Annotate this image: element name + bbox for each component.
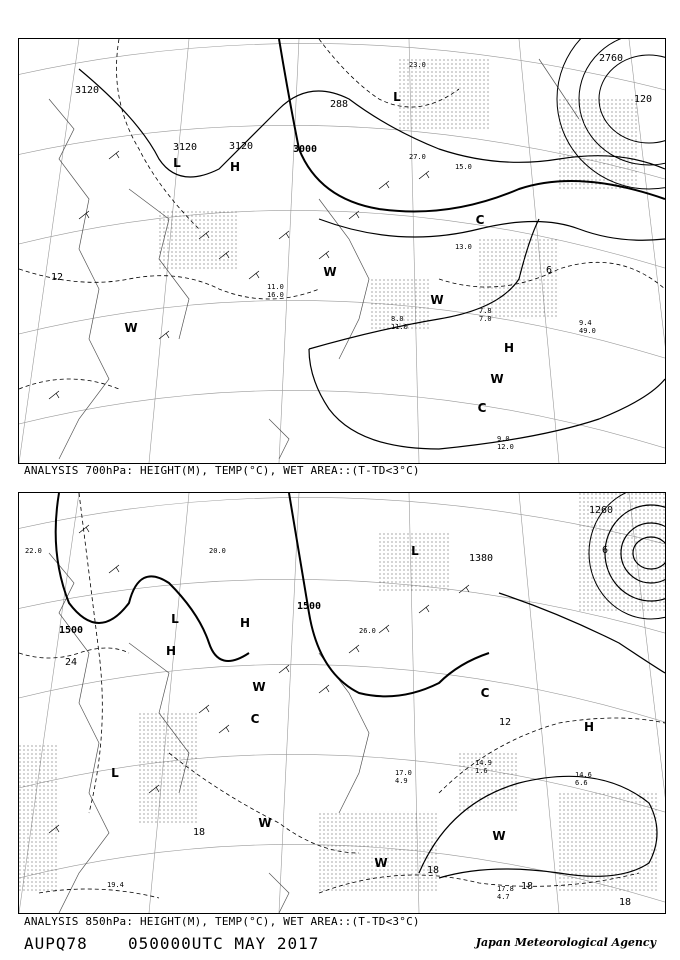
station-value: 14.6 (575, 771, 592, 779)
contour-label: 3000 (292, 144, 318, 155)
upper-panel-caption: ANALYSIS 700hPa: HEIGHT(M), TEMP(°C), WET AREA::(T-TD<3°C) (24, 464, 420, 477)
station-value: 13.0 (455, 243, 472, 251)
contour-label: 12 (498, 717, 512, 728)
contour-label: 1260 (588, 505, 614, 516)
station-value: 8.0 (391, 315, 404, 323)
warm-center-marker: W (323, 265, 337, 279)
station-value: 9.0 (497, 435, 510, 443)
cold-center-marker: C (250, 712, 260, 726)
warm-center-marker: W (492, 829, 506, 843)
station-value: 17.8 (497, 885, 514, 893)
station-value: 19.4 (107, 881, 124, 889)
low-center-marker: L (173, 156, 181, 170)
analysis-time: 050000UTC MAY 2017 (128, 934, 320, 953)
station-value: 12.0 (497, 443, 514, 451)
station-value: 26.0 (359, 627, 376, 635)
map-850hpa-canvas (19, 493, 665, 913)
warm-center-marker: W (430, 293, 444, 307)
station-value: 17.0 (395, 769, 412, 777)
contour-label: 18 (426, 865, 440, 876)
contour-label: 3120 (74, 85, 100, 96)
low-center-marker: L (171, 612, 179, 626)
station-value: 49.0 (579, 327, 596, 335)
contour-label: 18 (520, 881, 534, 892)
warm-center-marker: W (252, 680, 266, 694)
station-value: 22.0 (25, 547, 42, 555)
contour-label: 18 (192, 827, 206, 838)
contour-label: 24 (64, 657, 78, 668)
chart-code: AUPQ78 (24, 934, 88, 953)
contour-label: 288 (329, 99, 349, 110)
station-value: 14.9 (475, 759, 492, 767)
low-center-marker: L (393, 90, 401, 104)
station-value: 4.9 (395, 777, 408, 785)
map-panel-700hpa (18, 38, 666, 464)
station-value: 23.0 (409, 61, 426, 69)
warm-center-marker: W (124, 321, 138, 335)
contour-label: 6 (545, 265, 553, 276)
station-value: 4.7 (497, 893, 510, 901)
station-value: 11.0 (267, 283, 284, 291)
high-center-marker: H (165, 644, 177, 658)
high-center-marker: H (503, 341, 515, 355)
contour-label: 120 (633, 94, 653, 105)
warm-center-marker: W (258, 816, 272, 830)
contour-label: 3120 (228, 141, 254, 152)
contour-label: 1380 (468, 553, 494, 564)
wet-area-stipple (19, 493, 665, 893)
cold-center-marker: C (480, 686, 490, 700)
contour-label: 2760 (598, 53, 624, 64)
high-center-marker: H (229, 160, 241, 174)
contour-label: 12 (50, 272, 64, 283)
cold-center-marker: C (477, 401, 487, 415)
lower-panel-caption: ANALYSIS 850hPa: HEIGHT(M), TEMP(°C), WET AREA::(T-TD<3°C) (24, 915, 420, 928)
station-value: 27.0 (409, 153, 426, 161)
station-value: 16.0 (267, 291, 284, 299)
map-700hpa-canvas (19, 39, 665, 463)
station-value: 7.8 (479, 307, 492, 315)
low-center-marker: L (111, 766, 119, 780)
agency-credit: Japan Meteorological Agency (475, 936, 656, 949)
warm-center-marker: W (374, 856, 388, 870)
wind-barbs (49, 151, 429, 399)
contour-label: 1500 (58, 625, 84, 636)
high-center-marker: H (239, 616, 251, 630)
contour-label: 18 (618, 897, 632, 908)
map-panel-850hpa (18, 492, 666, 914)
station-value: 1.6 (475, 767, 488, 775)
station-value: 20.0 (209, 547, 226, 555)
station-value: 6.6 (575, 779, 588, 787)
cold-center-marker: C (475, 213, 485, 227)
temperature-contours (19, 39, 665, 389)
station-value: 11.0 (391, 323, 408, 331)
contour-label: 3120 (172, 142, 198, 153)
contour-label: 1500 (296, 601, 322, 612)
station-value: 15.0 (455, 163, 472, 171)
station-value: 9.4 (579, 319, 592, 327)
contour-label: 6 (601, 545, 609, 556)
warm-center-marker: W (490, 372, 504, 386)
low-center-marker: L (411, 544, 419, 558)
station-value: 7.0 (479, 315, 492, 323)
high-center-marker: H (583, 720, 595, 734)
